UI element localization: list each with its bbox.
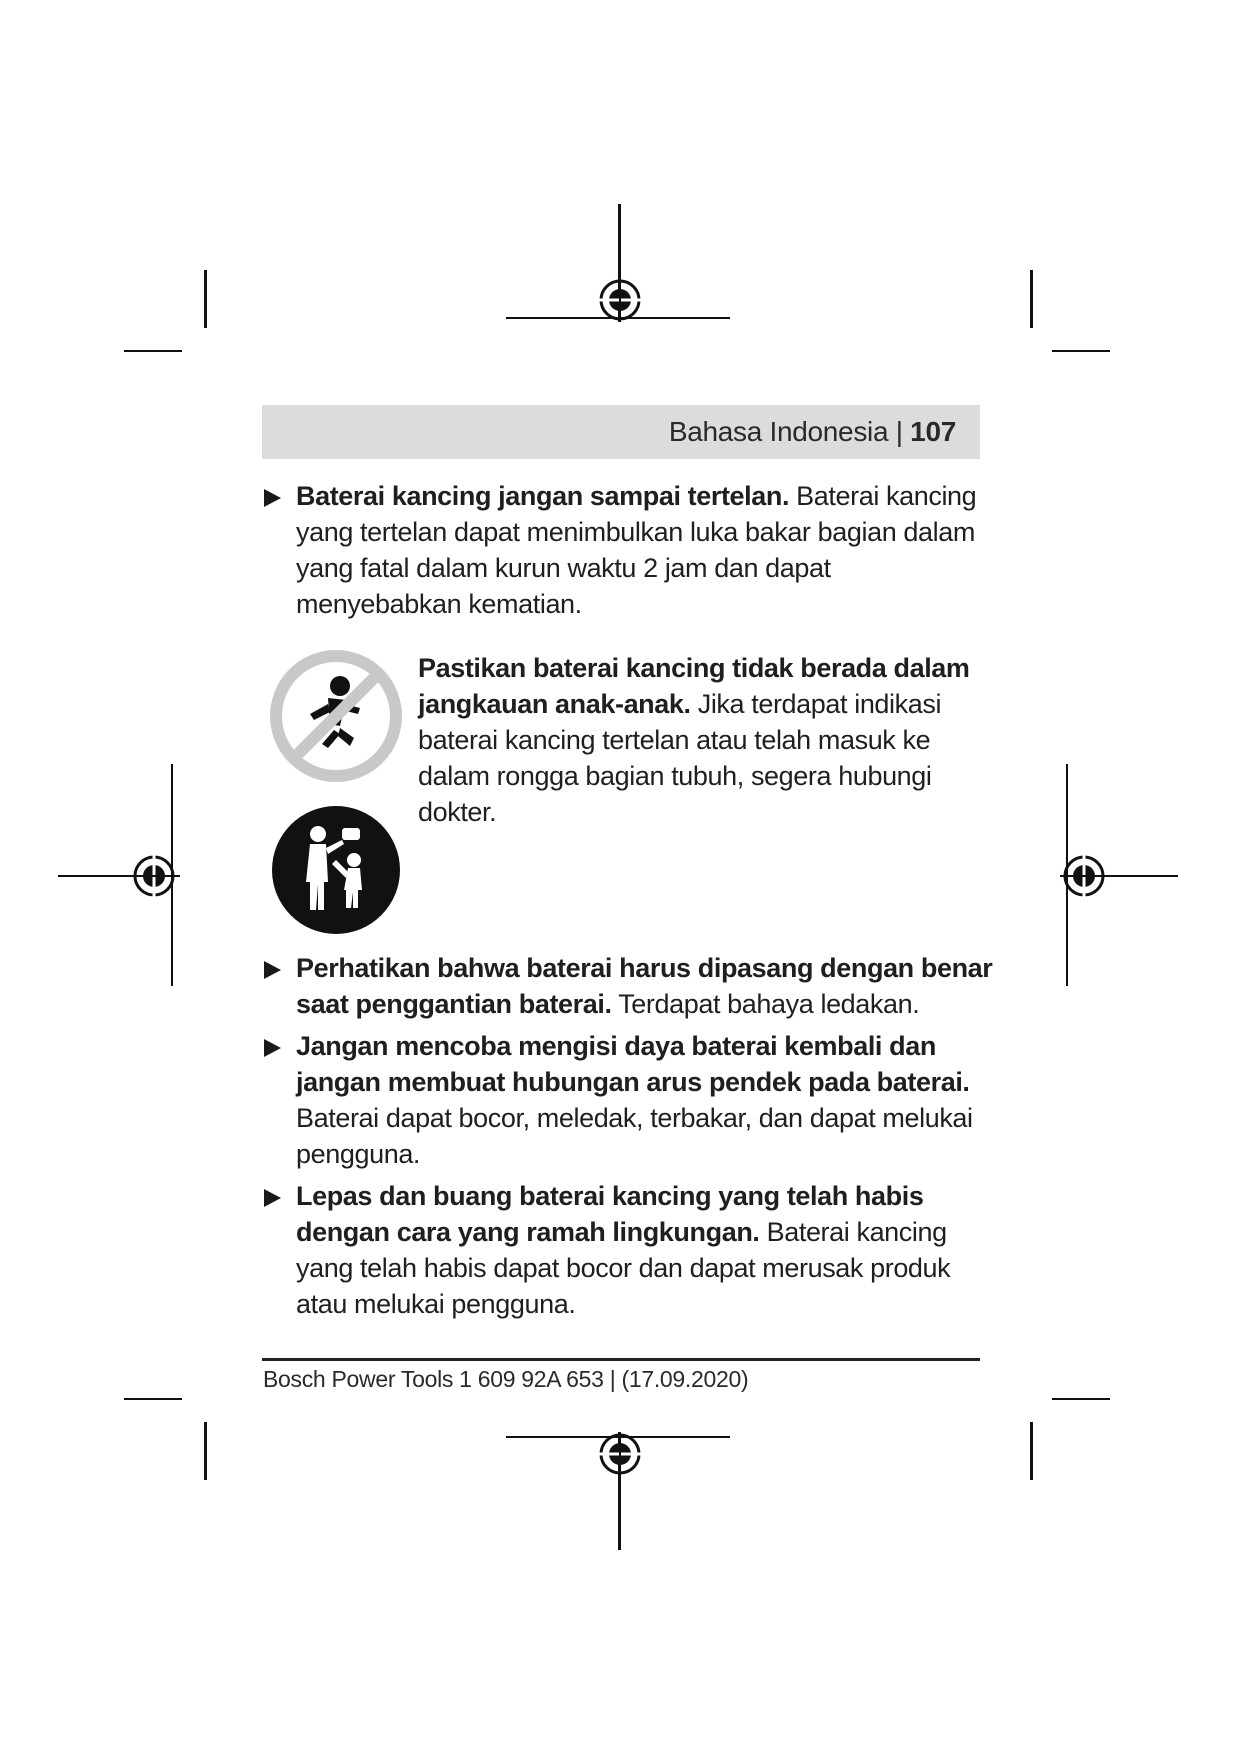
no-swallow-battery-icon (268, 648, 404, 784)
bullet-arrow-icon (264, 1189, 281, 1207)
warning-bold: Pastikan baterai kancing tidak berada dalam jangkauan anak-anak. (418, 653, 970, 719)
footer-text: Bosch Power Tools 1 609 92A 653 | (17.09.2020) (263, 1366, 749, 1392)
registration-target-icon (1060, 852, 1108, 900)
safety-item (262, 478, 1002, 622)
item-bold: Jangan mencoba mengisi daya baterai kembali dan jangan membuat hubungan arus pendek pada baterai. (296, 1031, 970, 1097)
registration-target-icon (130, 852, 178, 900)
crop-mark (1052, 1398, 1110, 1400)
crop-mark (124, 350, 182, 352)
bullet-arrow-icon (264, 961, 281, 979)
warning-text (418, 650, 988, 830)
item-bold: Baterai kancing jangan sampai tertelan. (296, 481, 790, 511)
item-text: Terdapat bahaya ledakan. (611, 989, 920, 1019)
registration-target-icon (596, 1430, 644, 1478)
item-bold: Lepas dan buang baterai kancing yang telah habis dengan cara yang ramah lingkungan. (296, 1181, 924, 1247)
section-title: Bahasa Indonesia (668, 416, 889, 447)
safety-item (262, 1178, 1002, 1322)
page-number: 107 (910, 416, 956, 447)
header-text (669, 415, 956, 449)
crop-mark (204, 270, 207, 328)
registration-target-icon (596, 276, 644, 324)
crop-mark (1030, 1422, 1033, 1480)
item-bold: Perhatikan bahwa baterai harus dipasang dengan benar saat penggantian baterai. (296, 953, 993, 1019)
footer-rule (262, 1358, 980, 1361)
safety-item (262, 950, 1002, 1022)
header-separator: | (888, 416, 911, 447)
crop-mark (1052, 350, 1110, 352)
bullet-arrow-icon (264, 1039, 281, 1057)
safety-item (262, 1028, 1002, 1172)
item-text: Baterai kancing yang tertelan dapat menimbulkan luka bakar bagian dalam yang fatal dalam kurun waktu 2 jam dan dapat menyebabkan kematian. (296, 481, 977, 619)
crop-mark (124, 1398, 182, 1400)
item-text: Baterai kancing yang telah habis dapat bocor dan dapat merusak produk atau melukai pengguna. (296, 1217, 951, 1319)
item-text: Baterai dapat bocor, meledak, terbakar, dan dapat melukai pengguna. (296, 1103, 973, 1169)
crop-mark (1030, 270, 1033, 328)
bullet-arrow-icon (264, 489, 281, 507)
warning-body: Jika terdapat indikasi baterai kancing tertelan atau telah masuk ke dalam rongga bagian tubuh, segera hubungi dokter. (418, 689, 942, 827)
page-header (262, 405, 980, 459)
crop-mark (204, 1422, 207, 1480)
keep-away-from-children-icon (268, 802, 404, 938)
